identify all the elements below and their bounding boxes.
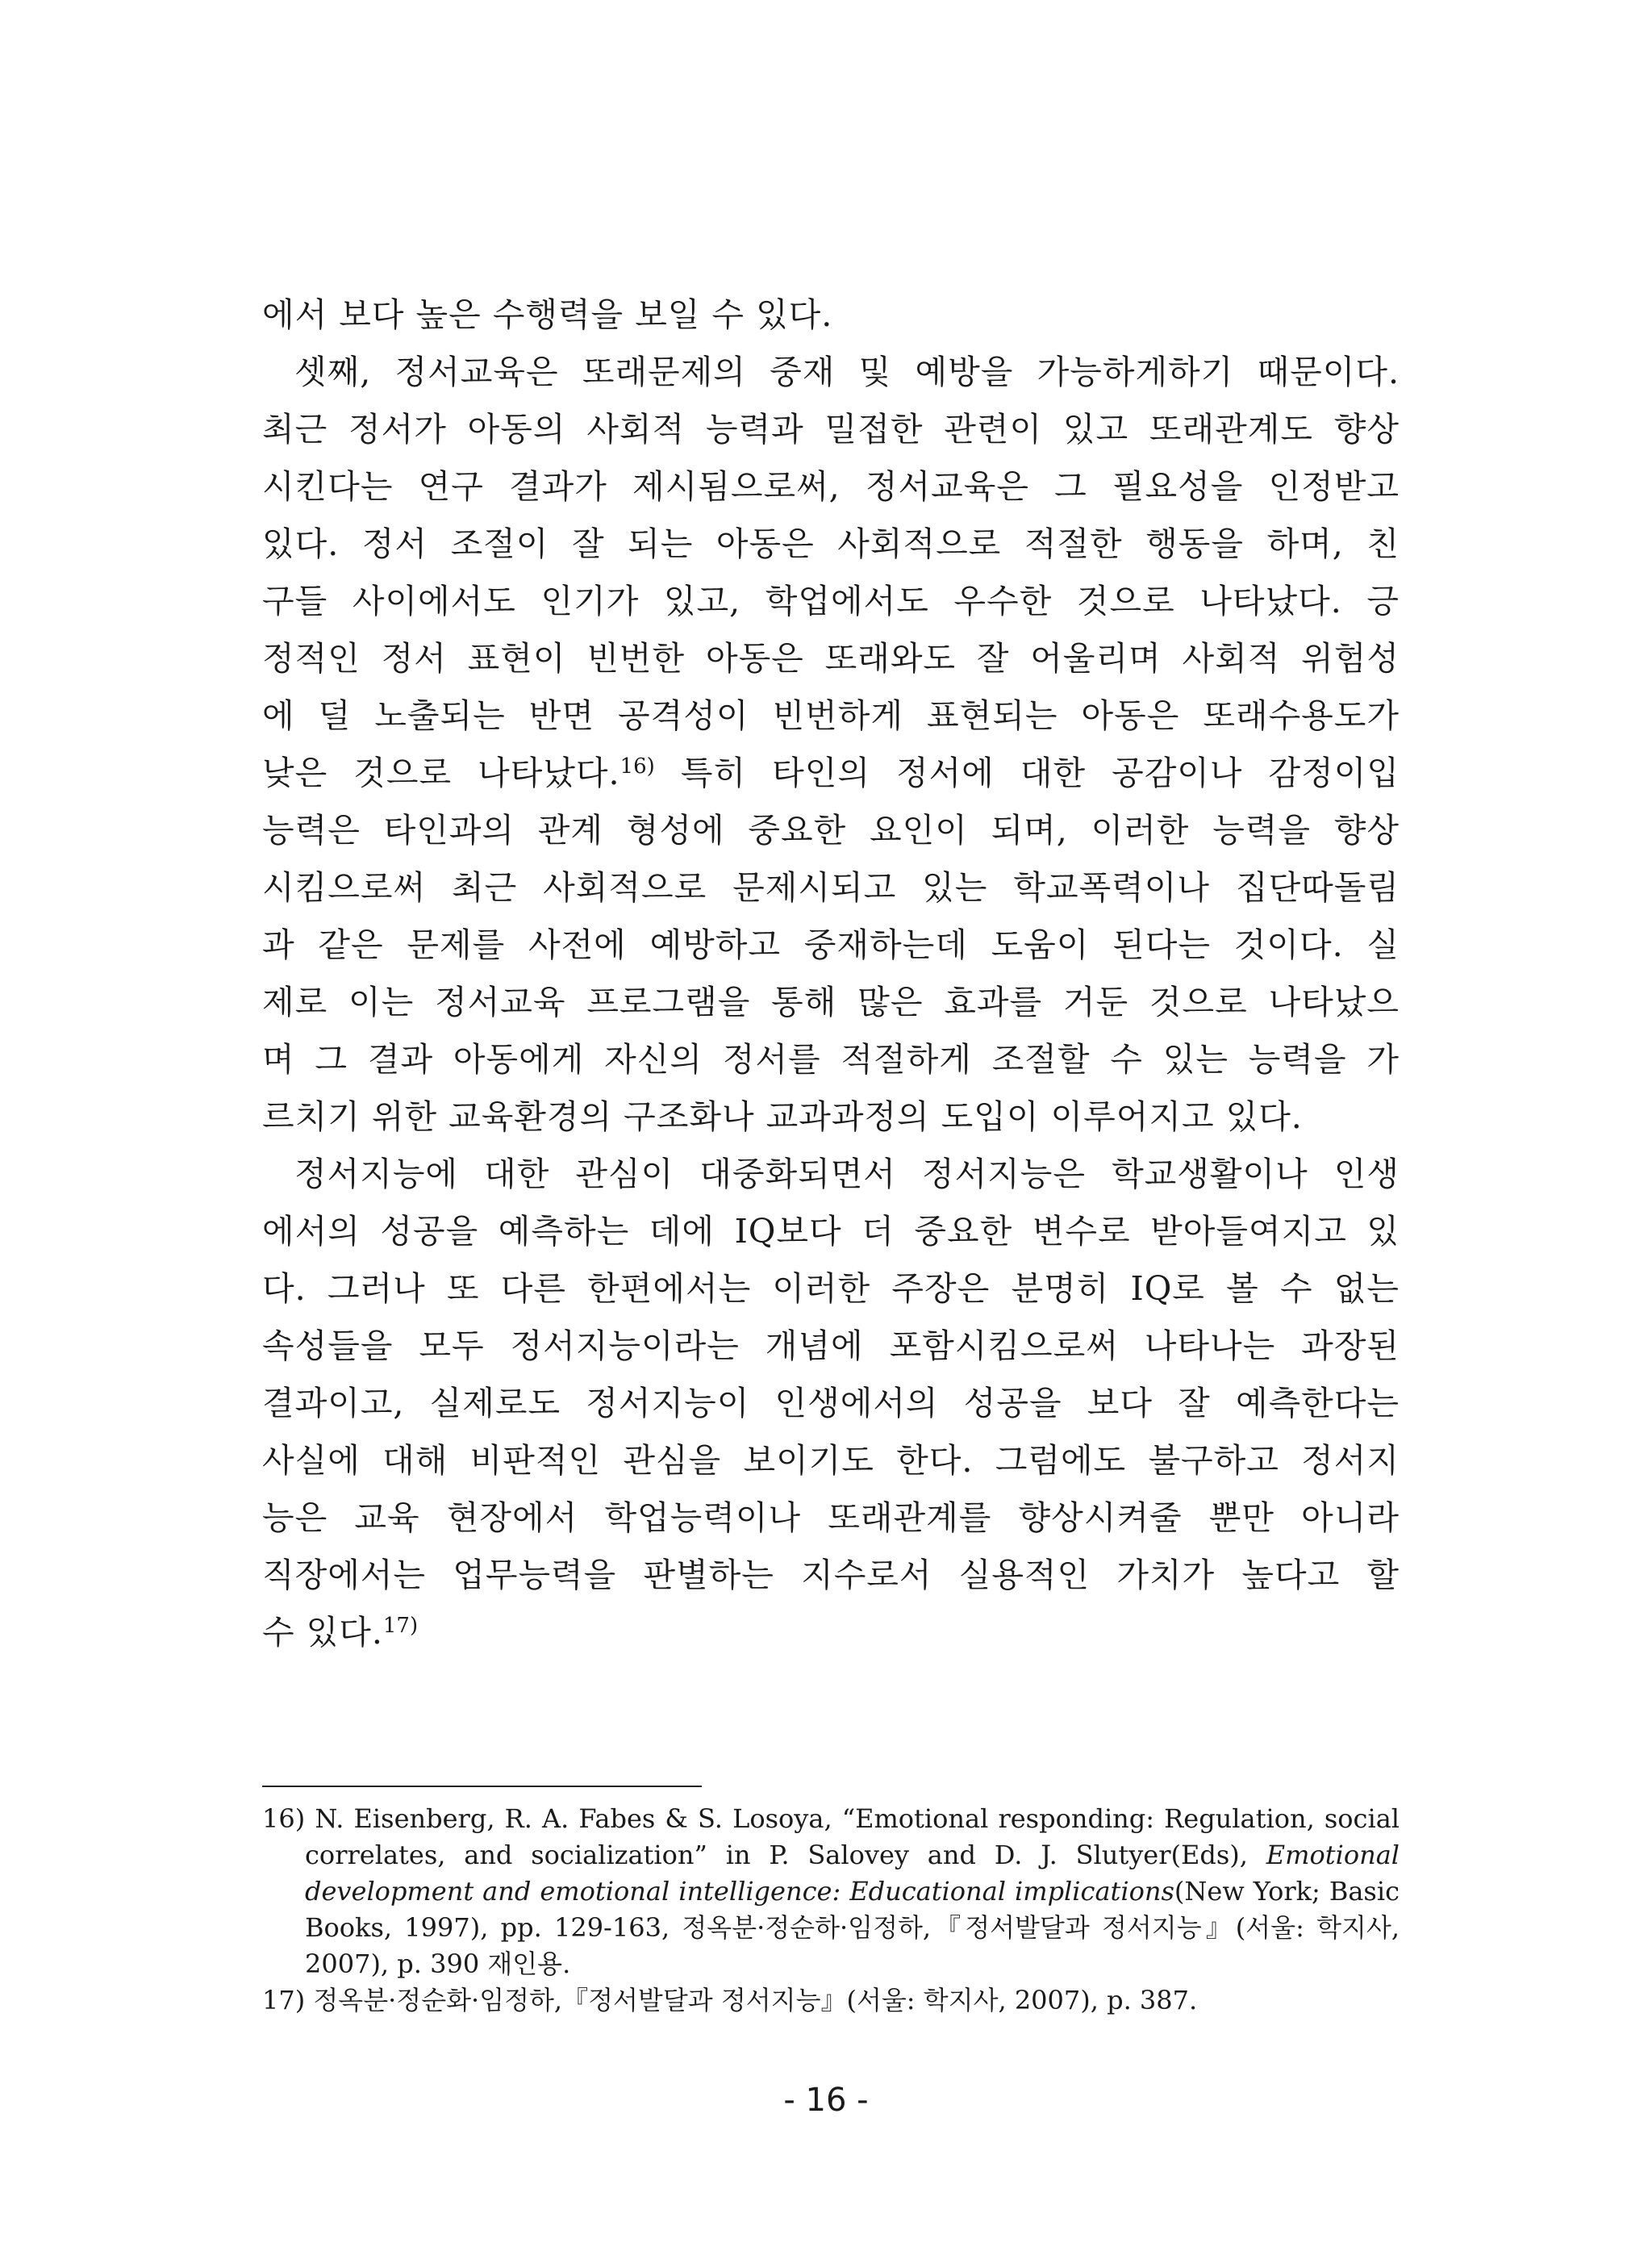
footnote-16-line-3 [305, 1873, 1400, 1910]
body-line-3: 최근 정서가 아동의 사회적 능력과 밀접한 관련이 있고 또래관계도 향상 [262, 410, 1400, 449]
body-line-17: 에서의 성공을 예측하는 데에 IQ보다 더 중요한 변수로 받아들여지고 있 [262, 1212, 1400, 1251]
body-line-6: 구들 사이에서도 인기가 있고, 학업에서도 우수한 것으로 나타났다. 긍 [262, 582, 1400, 620]
footnote-16-book-title-part1: Emotional [1266, 1840, 1400, 1870]
body-line-9-end: 특히 타인의 정서에 대한 공감이나 감정이입 [654, 754, 1400, 792]
body-line-10: 능력은 타인과의 관계 형성에 중요한 요인이 되며, 이러한 능력을 향상 [262, 811, 1400, 850]
body-line-20: 결과이고, 실제로도 정서지능이 인생에서의 성공을 보다 잘 예측한다는 [262, 1384, 1400, 1422]
footnote-16-line-2 [305, 1836, 1400, 1873]
footnote-16-line-4: Books, 1997), pp. 129-163, 정옥분·정순하·임정하,『정서발달과 정서지능』(서울: 학지사, [305, 1912, 1400, 1943]
body-line-14: 며 그 결과 아동에게 자신의 정서를 적절하게 조절할 수 있는 능력을 가 [262, 1040, 1400, 1079]
body-line-19: 속성들을 모두 정서지능이라는 개념에 포함시킴으로써 나타나는 과장된 [262, 1326, 1400, 1365]
body-line-7: 정적인 정서 표현이 빈번한 아동은 또래와도 잘 어울리며 사회적 위험성 [262, 639, 1400, 678]
footnote-17: 17) 정옥분·정순화·임정하,『정서발달과 정서지능』(서울: 학지사, 2007), p. 387. [262, 1985, 1198, 2015]
body-line-15: 르치기 위한 교육환경의 구조화나 교과과정의 도입이 이루어지고 있다. [262, 1097, 1303, 1136]
body-line-2: 셋째, 정서교육은 또래문제의 중재 및 예방을 가능하게하기 때문이다. [294, 353, 1400, 391]
body-line-22: 능은 교육 현장에서 학업능력이나 또래관계를 향상시켜줄 뿐만 아니라 [262, 1498, 1400, 1537]
footnote-divider [262, 1786, 702, 1787]
body-line-13: 제로 이는 정서교육 프로그램을 통해 많은 효과를 거둔 것으로 나타났으 [262, 983, 1400, 1021]
body-line-1: 에서 보다 높은 수행력을 보일 수 있다. [262, 295, 833, 334]
body-line-12: 과 같은 문제를 사전에 예방하고 중재하는데 도움이 된다는 것이다. 실 [262, 925, 1400, 964]
footnote-16-line-5: 2007), p. 390 재인용. [305, 1949, 571, 1979]
body-line-5: 있다. 정서 조절이 잘 되는 아동은 사회적으로 적절한 행동을 하며, 친 [262, 524, 1400, 563]
footnote-16-line-2-text: correlates, and socialization” in P. Salovey and D. J. Slutyer(Eds), [305, 1840, 1266, 1870]
footnote-16-line-3-text: (New York; Basic [1174, 1876, 1400, 1907]
body-line-23: 직장에서는 업무능력을 판별하는 지수로서 실용적인 가치가 높다고 할 [262, 1556, 1400, 1594]
body-line-16: 정서지능에 대한 관심이 대중화되면서 정서지능은 학교생활이나 인생 [294, 1155, 1400, 1193]
footnote-ref-17: 17) [382, 1614, 419, 1638]
body-line-8: 에 덜 노출되는 반면 공격성이 빈번하게 표현되는 아동은 또래수용도가 [262, 696, 1400, 735]
page-number: - 16 - [783, 2082, 869, 2119]
body-line-4: 시킨다는 연구 결과가 제시됨으로써, 정서교육은 그 필요성을 인정받고 [262, 467, 1400, 506]
body-line-9 [262, 747, 1400, 799]
body-line-21: 사실에 대해 비판적인 관심을 보이기도 한다. 그럼에도 불구하고 정서지 [262, 1441, 1400, 1480]
body-line-18: 다. 그러나 또 다른 한편에서는 이러한 주장은 분명히 IQ로 볼 수 없는 [262, 1269, 1400, 1308]
footnote-16-line-1: 16) N. Eisenberg, R. A. Fabes & S. Losoya, “Emotional responding: Regulation, social [262, 1803, 1400, 1834]
body-line-11: 시킴으로써 최근 사회적으로 문제시되고 있는 학교폭력이나 집단따돌림 [262, 868, 1400, 907]
body-line-24-text: 수 있다. [262, 1613, 383, 1652]
body-line-24 [262, 1606, 1400, 1658]
footnote-16-book-title-part2: development and emotional intelligence: Educational implications [305, 1876, 1174, 1907]
footnote-ref-16: 16) [620, 754, 655, 779]
body-line-9-start: 낮은 것으로 나타났다. [262, 754, 620, 792]
